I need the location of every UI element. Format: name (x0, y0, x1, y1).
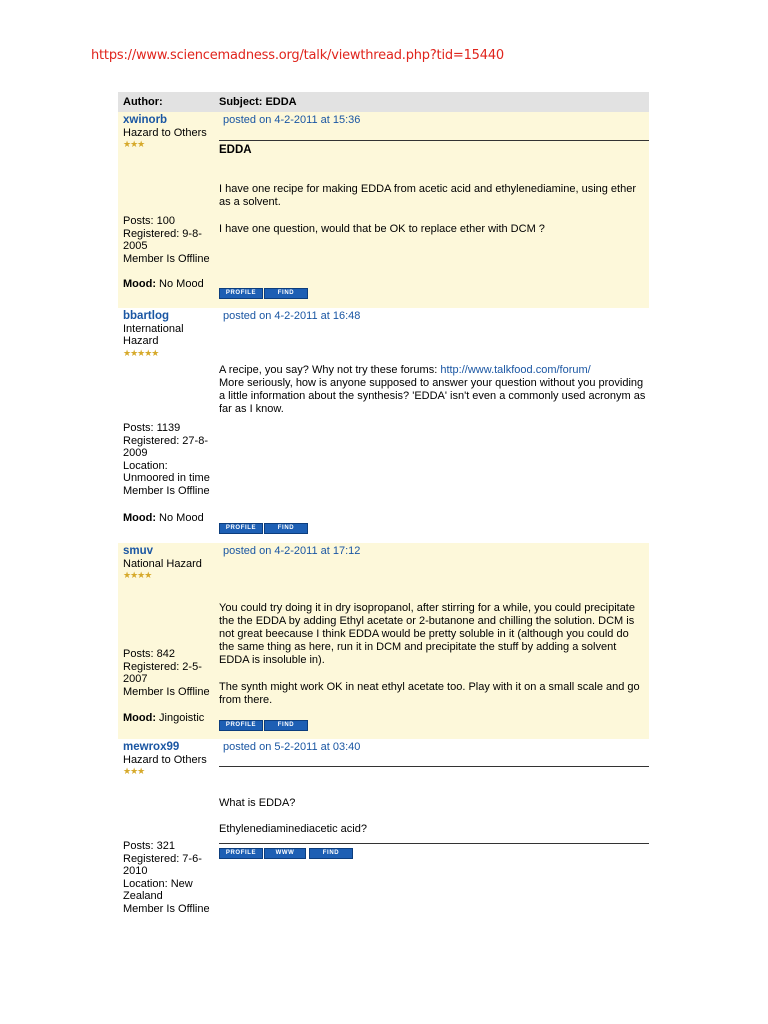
mood-value: No Mood (159, 278, 204, 290)
rank-stars-icon: ★★★ (123, 766, 145, 776)
post-count: Posts: 842 (123, 648, 175, 660)
post-buttons (219, 288, 309, 301)
author-stats (123, 215, 215, 265)
post-count: Posts: 1139 (123, 422, 181, 434)
registered-year: 2005 (123, 240, 148, 252)
post-body (219, 112, 649, 308)
post-body (219, 543, 649, 739)
author-rank: Hazard to Others (123, 126, 207, 139)
find-button[interactable]: FIND (264, 720, 308, 731)
registered-date: Registered: 9-8- (123, 227, 202, 240)
post-paragraph: I have one question, would that be OK to replace ether with DCM ? (219, 223, 545, 235)
table-header (118, 92, 649, 112)
location-value: Zealand (123, 890, 163, 902)
post-paragraph: You could try doing it in dry isopropanol, after stirring for a while, you could precipitate the the EDDA by adding Ethyl acetate or 2-butanone and chilling the solution. DCM is not great beecause I think EDDA would be pretty soluble in it (although you could do the same thing as here, run it in DCM and precipitate the stuff by adding a solvent EDDA is insoluble in). (219, 602, 635, 666)
mood-label: Mood: (123, 278, 156, 290)
profile-button[interactable]: PROFILE (219, 720, 263, 731)
post-buttons (219, 848, 354, 861)
mood-label: Mood: (123, 712, 156, 724)
registered-year: 2009 (123, 447, 148, 459)
forum-link[interactable]: http://www.talkfood.com/forum/ (440, 364, 591, 376)
post-count: Posts: 321 (123, 840, 175, 852)
post-text: More seriously, how is anyone supposed to answer your question without you providing a little information about the synthesis? 'EDDA' isn't even a commonly used acronym as far as I know. (219, 377, 646, 415)
profile-button[interactable]: PROFILE (219, 848, 263, 859)
post-buttons (219, 720, 309, 733)
divider (219, 766, 649, 767)
registered-date: Registered: 27-8- (123, 434, 208, 447)
online-status: Member Is Offline (123, 252, 210, 265)
post-body (219, 308, 649, 543)
post-paragraph: The synth might work OK in neat ethyl acetate too. Play with it on a small scale and go from there. (219, 681, 640, 706)
location-value: Unmoored in time (123, 472, 210, 484)
www-button[interactable]: WWW (264, 848, 306, 859)
thread-url[interactable]: https://www.sciencemadness.org/talk/viewthread.php?tid=15440 (91, 48, 504, 63)
mood-label: Mood: (123, 512, 156, 524)
post-author-panel (123, 308, 215, 524)
author-rank: International (123, 322, 184, 335)
author-column-header: Author: (123, 96, 163, 108)
find-button[interactable]: FIND (264, 288, 308, 299)
post-paragraph: I have one recipe for making EDDA from acetic acid and ethylenediamine, using ether as a solvent. (219, 183, 637, 208)
post-author-panel (123, 543, 215, 724)
author-name[interactable]: xwinorb (123, 114, 168, 126)
registered-date: Registered: 7-6- (123, 852, 202, 865)
author-mood (123, 512, 215, 525)
post-timestamp[interactable]: posted on 4-2-2011 at 16:48 (223, 310, 361, 322)
post-paragraph (219, 364, 647, 416)
registered-year: 2007 (123, 673, 148, 685)
post-author-panel (123, 739, 215, 915)
online-status: Member Is Offline (123, 685, 210, 698)
location-label: Location: (123, 459, 168, 472)
post-text: A recipe, you say? Why not try these forums: (219, 364, 441, 376)
author-name[interactable]: mewrox99 (123, 741, 180, 753)
author-stats (123, 648, 215, 698)
post-body (219, 739, 649, 929)
post-timestamp[interactable]: posted on 5-2-2011 at 03:40 (223, 741, 361, 753)
author-mood (123, 712, 215, 725)
rank-stars-icon: ★★★ (123, 139, 145, 149)
post-3 (118, 543, 649, 739)
post-title: EDDA (219, 144, 252, 156)
post-timestamp[interactable]: posted on 4-2-2011 at 17:12 (223, 545, 361, 557)
profile-button[interactable]: PROFILE (219, 523, 263, 534)
online-status: Member Is Offline (123, 484, 210, 497)
post-paragraph: Ethylenediaminediacetic acid? (219, 823, 367, 835)
thread-table (118, 92, 649, 929)
author-rank: Hazard to Others (123, 753, 207, 766)
author-name[interactable]: bbartlog (123, 310, 169, 322)
location-label: Location: New (123, 877, 193, 890)
post-4 (118, 739, 649, 929)
author-stats (123, 840, 215, 915)
post-2 (118, 308, 649, 543)
post-1 (118, 112, 649, 308)
author-mood (123, 278, 215, 291)
online-status: Member Is Offline (123, 902, 210, 915)
rank-stars-icon: ★★★★★ (123, 347, 159, 358)
author-name[interactable]: smuv (123, 545, 154, 557)
find-button[interactable]: FIND (264, 523, 308, 534)
post-buttons (219, 523, 309, 536)
post-author-panel (123, 112, 215, 290)
author-stats (123, 422, 215, 497)
registered-date: Registered: 2-5- (123, 660, 202, 673)
registered-year: 2010 (123, 865, 148, 877)
rank-stars-icon: ★★★★ (123, 570, 152, 580)
subject-column-header: Subject: EDDA (219, 96, 297, 108)
find-button[interactable]: FIND (309, 848, 353, 859)
post-paragraph: What is EDDA? (219, 797, 296, 809)
divider (219, 843, 649, 844)
author-rank: Hazard (123, 335, 159, 347)
profile-button[interactable]: PROFILE (219, 288, 263, 299)
post-timestamp[interactable]: posted on 4-2-2011 at 15:36 (223, 114, 361, 126)
author-rank: National Hazard (123, 557, 202, 570)
mood-value: No Mood (159, 512, 204, 524)
post-count: Posts: 100 (123, 215, 175, 227)
divider (219, 140, 649, 141)
mood-value: Jingoistic (159, 712, 205, 724)
